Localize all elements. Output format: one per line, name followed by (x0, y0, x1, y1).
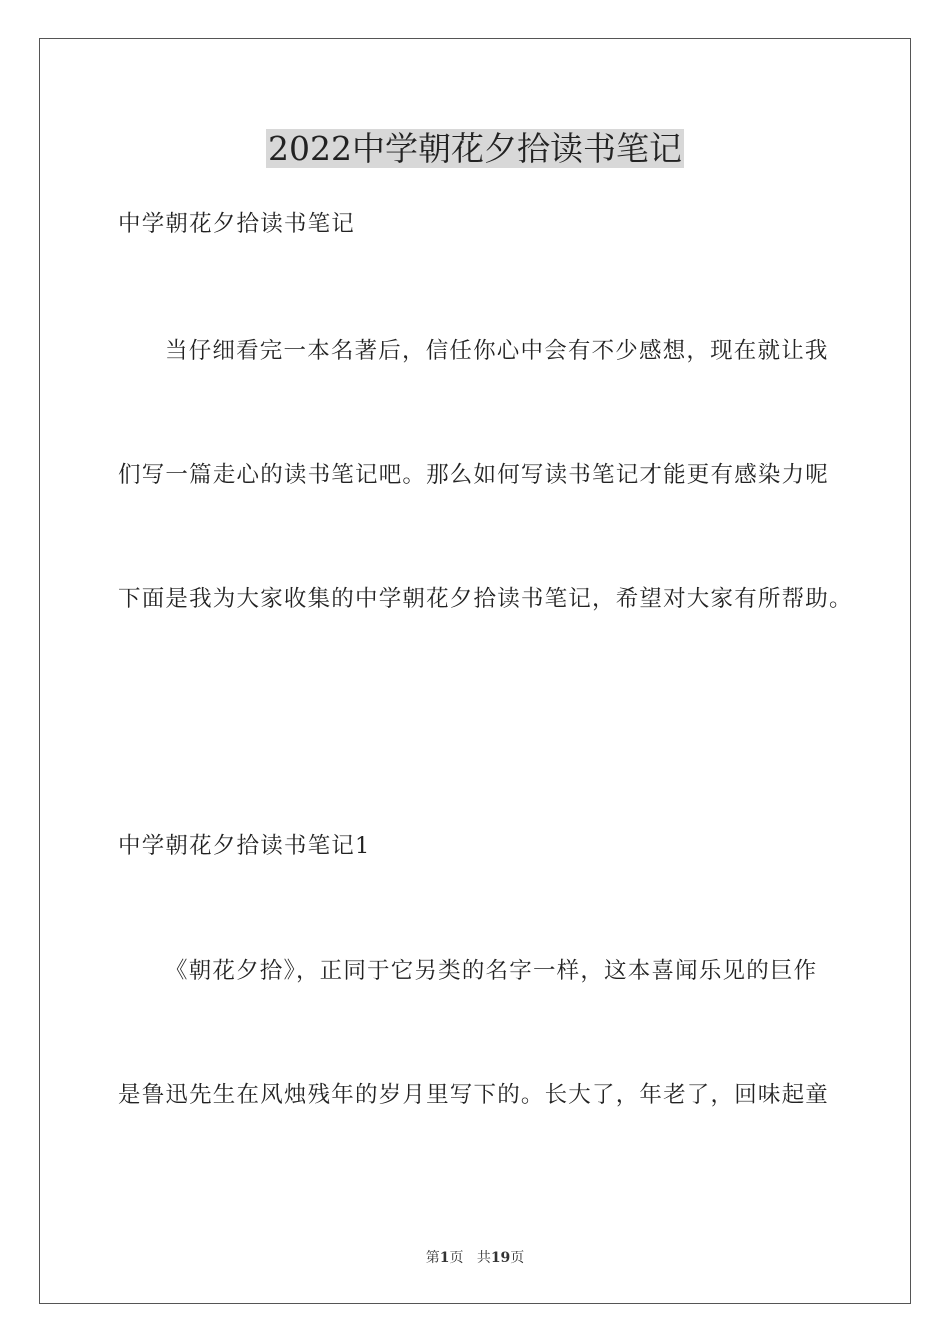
document-title (0, 127, 950, 171)
section-heading: 中学朝花夕拾读书笔记1 (118, 833, 371, 859)
section-paragraph-line: 《朝花夕拾》，正同于它另类的名字一样，这本喜闻乐见的巨作 (165, 958, 818, 984)
total-pages: 19 (490, 1250, 511, 1266)
intro-paragraph-line: 当仔细看完一本名著后，信任你心中会有不少感想，现在就让我 (165, 338, 829, 364)
intro-paragraph-line: 下面是我为大家收集的中学朝花夕拾读书笔记，希望对大家有所帮助。 (118, 586, 853, 612)
page-footer (0, 1248, 950, 1268)
page-prefix: 第 (425, 1250, 440, 1266)
intro-paragraph-line: 们写一篇走心的读书笔记吧。那么如何写读书笔记才能更有感染力呢 (118, 462, 830, 488)
total-prefix: 共 (476, 1250, 491, 1266)
page-suffix: 页 (449, 1250, 464, 1266)
document-title-text: 2022中学朝花夕拾读书笔记 (268, 129, 682, 168)
page-number: 1 (439, 1250, 450, 1266)
total-suffix: 页 (510, 1250, 525, 1266)
section-paragraph-line: 是鲁迅先生在风烛残年的岁月里写下的。长大了，年老了，回味起童 (118, 1082, 830, 1108)
document-subtitle: 中学朝花夕拾读书笔记 (118, 211, 356, 237)
